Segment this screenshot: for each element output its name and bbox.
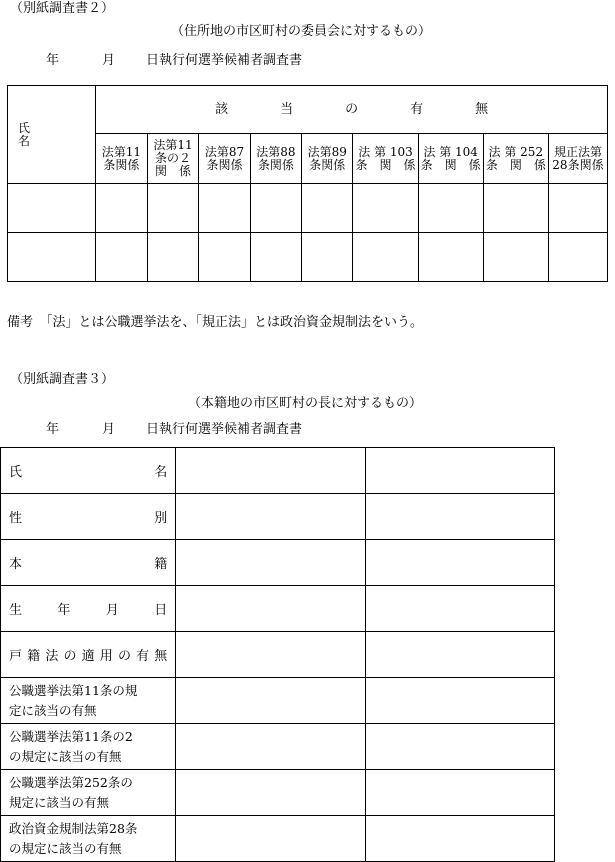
column-header-line: 法第11 [101,144,142,159]
row-label [1,632,176,678]
table-cell [199,233,250,282]
table-cell [365,724,554,770]
table-cell [365,448,554,494]
group-header-char: 当 [280,102,294,118]
row-label-char: 無 [154,649,168,664]
table-cell [302,233,353,282]
year-label: 年 [46,53,60,68]
column-header-line: 関 係 [154,164,191,179]
form2-subtitle: （住所地の市区町村の委員会に対するもの） [171,24,432,39]
row-label-char: の [63,649,77,664]
form3-subtitle: （本籍地の市区町村の長に対するもの） [188,396,423,411]
row-label-char: 籍 [27,649,41,664]
column-header-line: 条 関 係 [485,157,546,172]
row-label [1,678,176,724]
column-header [302,134,353,184]
form2-table [7,85,608,282]
table-cell [483,233,548,282]
table-cell [199,184,250,233]
table-cell [365,678,554,724]
table-row [8,233,608,282]
row-label [1,586,176,632]
column-header [353,134,418,184]
row-label [1,724,176,770]
table-cell [353,233,418,282]
row-label-char: 氏 [9,465,23,480]
row-label-line: 政治資金規制法第28条 [9,820,138,836]
row-label-char: 法 [45,649,59,664]
table-cell [483,184,548,233]
table-cell [548,184,607,233]
table-cell [365,632,554,678]
column-header-line: 規正法第 [553,144,602,159]
row-label-char: 名 [154,465,168,480]
row-label-char: の [117,649,131,664]
form3-date-title [46,418,302,437]
column-header [483,134,548,184]
column-header [147,134,199,184]
row-label-char: 本 [9,557,23,572]
name-header-char: 氏 [18,120,31,135]
table-cell [147,233,199,282]
table-cell [8,184,96,233]
table-cell [250,184,301,233]
table-cell [176,770,365,816]
row-label-char: 性 [9,511,23,526]
column-header-line: 法 第 103 [358,144,413,159]
year-label: 年 [46,422,60,437]
day-title: 日執行何選挙候補者調査書 [146,422,303,437]
table-row [1,540,555,586]
table-cell [365,494,554,540]
row-label-char: 用 [99,649,113,664]
table-cell [365,770,554,816]
applicability-header [96,86,608,134]
form2-date-title [46,49,302,68]
table-cell [147,184,199,233]
table-cell [365,586,554,632]
row-label [1,770,176,816]
table-row [8,184,608,233]
row-label-line: 定に該当の有無 [9,702,97,718]
column-header-line: 28条関係 [552,157,604,172]
table-cell [8,233,96,282]
column-header-line: 条関係 [309,157,346,172]
name-header-char: 名 [18,133,31,148]
row-label-char: 日 [154,603,168,618]
table-cell [176,678,365,724]
table-row [1,770,555,816]
table-row [1,586,555,632]
group-header-char: 無 [475,102,489,118]
column-header-line: 条 関 係 [420,157,481,172]
month-label: 月 [102,53,116,68]
row-label-char: 戸 [9,649,23,664]
table-cell [176,816,365,862]
row-label-char: 適 [81,649,95,664]
table-row [1,448,555,494]
table-cell [302,184,353,233]
form2-note: 備考 「法」とは公職選挙法を、「規正法」とは政治資金規制法をいう。 [7,315,424,330]
form2-label: （別紙調査書２） [10,1,115,16]
table-row [1,678,555,724]
column-header-line: 法第87 [204,144,245,159]
row-label-line: 公職選挙法第252条の [9,774,133,790]
table-cell [250,233,301,282]
row-label-char: 籍 [154,557,168,572]
row-label-line: の規定に該当の有無 [9,840,122,856]
form3-label: （別紙調査書３） [10,372,115,387]
row-label [1,448,176,494]
row-label [1,494,176,540]
table-row [1,632,555,678]
group-header-char: の [345,102,359,118]
table-cell [176,494,365,540]
row-label-char: 有 [136,649,150,664]
column-header [199,134,250,184]
column-header-line: 条 関 係 [355,157,416,172]
name-header [8,86,96,184]
column-header-line: 条関係 [103,157,140,172]
table-cell [176,448,365,494]
table-cell [96,233,147,282]
table-cell [176,724,365,770]
column-header-line: 法第88 [256,144,296,159]
row-label [1,816,176,862]
row-label-char: 別 [154,511,168,526]
row-label-char: 月 [105,603,119,618]
table-cell [353,184,418,233]
table-row [1,816,555,862]
column-header-line: 法第11 [153,138,193,153]
group-header-char: 該 [215,102,229,118]
table-row [1,494,555,540]
column-header-line: 法第89 [307,144,347,159]
column-header-line: 法 第 104 [423,144,478,159]
table-cell [418,233,483,282]
table-row [1,724,555,770]
column-header [96,134,147,184]
column-header-line: 条の２ [154,151,191,166]
day-title: 日執行何選挙候補者調査書 [146,53,303,68]
table-cell [548,233,607,282]
column-header [250,134,301,184]
column-header-line: 条関係 [257,157,294,172]
row-label [1,540,176,586]
column-header [418,134,483,184]
form3-table [0,447,555,862]
table-cell [96,184,147,233]
table-cell [176,632,365,678]
column-header-row [8,134,608,184]
row-label-line: の規定に該当の有無 [9,748,122,764]
column-header-line: 条関係 [206,157,243,172]
table-cell [418,184,483,233]
row-label-line: 規定に該当の有無 [9,794,110,810]
row-label-line: 公職選挙法第11条の2 [9,728,133,744]
table-cell [365,816,554,862]
row-label-char: 年 [57,603,71,618]
column-header-line: 法 第 252 [488,144,544,159]
row-label-line: 公職選挙法第11条の規 [9,682,138,698]
group-header-char: 有 [410,102,424,118]
table-cell [176,540,365,586]
table-cell [176,586,365,632]
row-label-char: 生 [9,603,23,618]
table-cell [365,540,554,586]
column-header [548,134,607,184]
month-label: 月 [102,422,116,437]
